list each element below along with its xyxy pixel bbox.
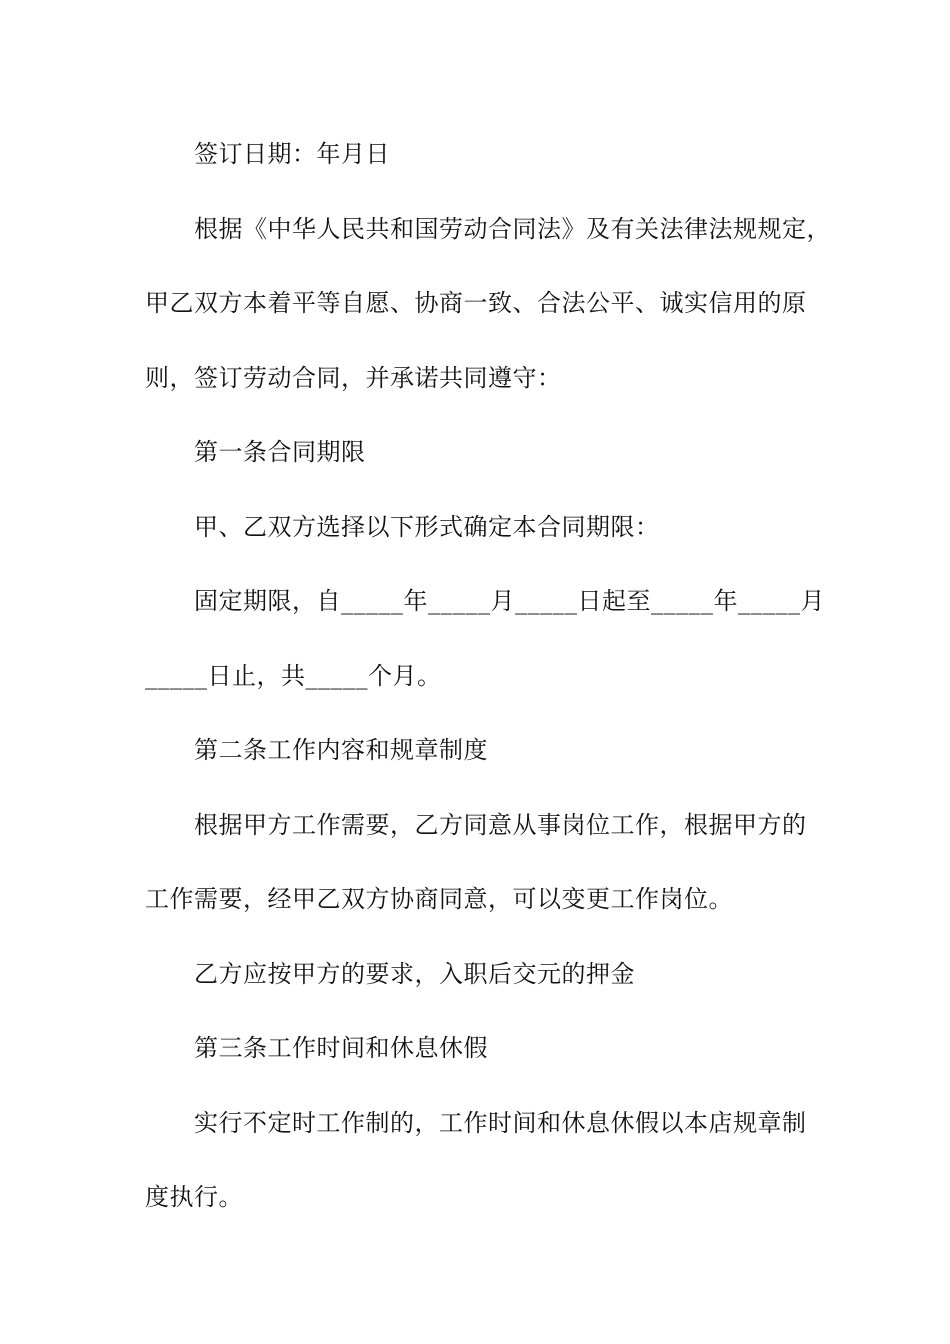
article-3-text-line-1: 实行不定时工作制的，工作时间和休息休假以本店规章制 (194, 1108, 807, 1137)
article-2-text-line-2: 工作需要，经甲乙双方协商同意，可以变更工作岗位。 (145, 885, 733, 913)
article-3-heading: 第三条工作时间和休息休假 (194, 1034, 488, 1062)
preamble-line-3: 则，签订劳动合同，并承诺共同遵守： (145, 363, 562, 392)
article-2-heading: 第二条工作内容和规章制度 (194, 736, 488, 764)
document-body (145, 117, 831, 1235)
article-3-text-line-2: 度执行。 (145, 1183, 243, 1211)
article-1-intro: 甲、乙双方选择以下形式确定本合同期限： (194, 512, 660, 541)
fixed-term-line-2: _____日止，共_____个月。 (145, 661, 442, 690)
article-1-heading: 第一条合同期限 (194, 438, 366, 466)
fixed-term-line-1: 固定期限，自_____年_____月_____日起至_____年_____月 (194, 587, 825, 615)
deposit-line: 乙方应按甲方的要求，入职后交元的押金 (194, 959, 635, 988)
preamble-line-1: 根据《中华人民共和国劳动合同法》及有关法律法规规定， (194, 214, 831, 243)
signing-date-line: 签订日期：年月日 (194, 140, 390, 168)
article-2-text-line-1: 根据甲方工作需要，乙方同意从事岗位工作，根据甲方的 (194, 810, 807, 839)
preamble-line-2: 甲乙双方本着平等自愿、协商一致、合法公平、诚实信用的原 (145, 289, 807, 317)
